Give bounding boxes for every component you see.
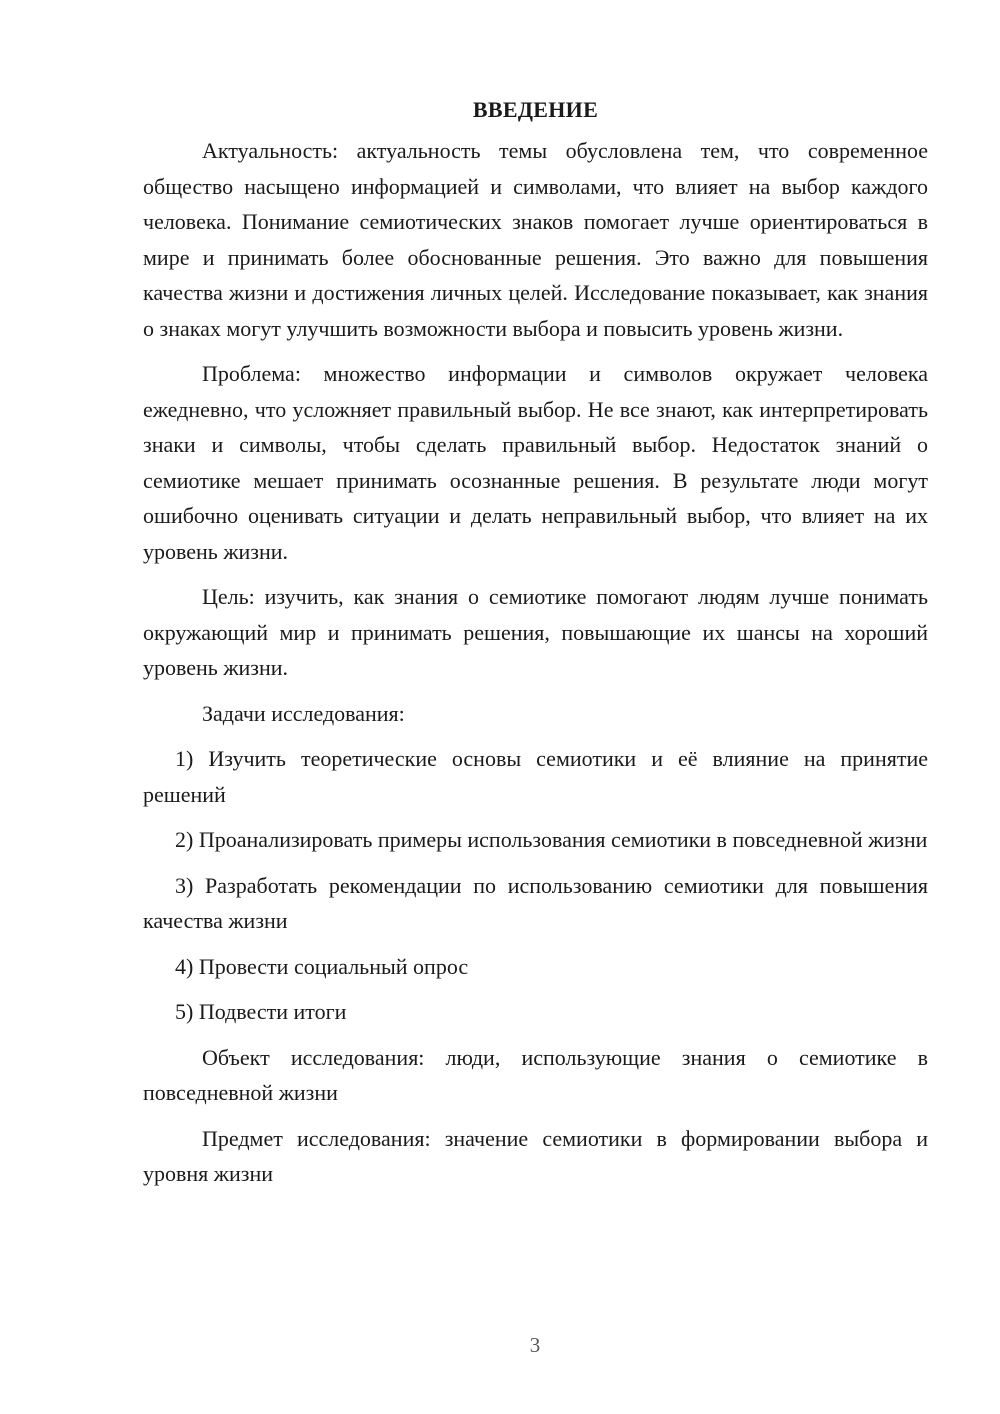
goal-paragraph: Цель: изучить, как знания о семиотике помогают людям лучше понимать окружающий мир и принимать решения, повышающие их шансы на хороший уровень жизни. <box>143 584 928 680</box>
page-number: 3 <box>529 1333 541 1357</box>
task-item-4: 4) Провести социальный опрос <box>175 953 469 979</box>
task-item-1: 1) Изучить теоретические основы семиотики и её влияние на принятие решений <box>143 746 928 807</box>
tasks-intro-paragraph: Задачи исследования: <box>202 700 405 726</box>
task-item-3: 3) Разработать рекомендации по использованию семиотики для повышения качества жизни <box>143 872 928 933</box>
task-item-5: 5) Подвести итоги <box>175 999 347 1024</box>
problem-paragraph: Проблема: множество информации и символов окружает человека ежедневно, что усложняет правильный выбор. Не все знают, как интерпретировать знаки и символы, чтобы сделать правильный выбор. Недостаток знаний о семиотике мешает принимать осознанные решения. В результате люди могут ошибочно оценивать ситуации и делать неправильный выбор, что влияет на их уровень жизни. <box>143 361 928 564</box>
research-subject-paragraph: Предмет исследования: значение семиотики в формировании выбора и уровня жизни <box>143 1125 928 1186</box>
section-heading: ВВЕДЕНИЕ <box>472 97 599 122</box>
document-page <box>143 93 928 1202</box>
research-object-paragraph: Объект исследования: люди, использующие знания о семиотике в повседневной жизни <box>143 1044 928 1105</box>
task-item-2: 2) Проанализировать примеры использования семиотики в повседневной жизни <box>175 827 928 852</box>
relevance-paragraph: Актуальность: актуальность темы обусловлена тем, что современное общество насыщено информацией и символами, что влияет на выбор каждого человека. Понимание семиотических знаков помогает лучше ориентироваться в мире и принимать более обоснованные решения. Это важно для повышения качества жизни и достижения личных целей. Исследование показывает, как знания о знаках могут улучшить возможности выбора и повысить уровень жизни. <box>143 138 928 341</box>
